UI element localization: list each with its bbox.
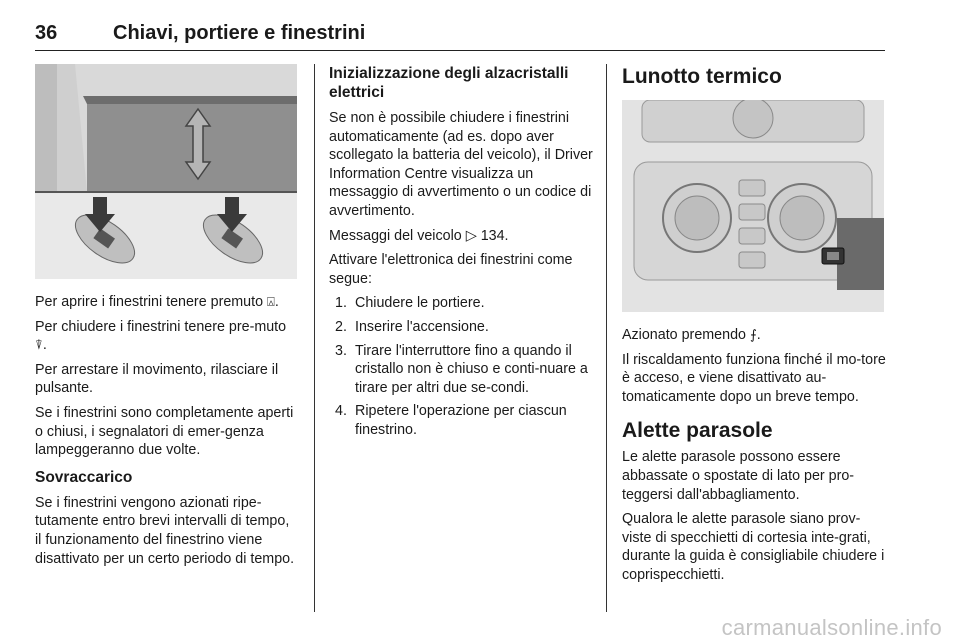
column-right (622, 64, 886, 591)
paragraph-activated-by: Azionato premendo ⨍. (622, 327, 761, 343)
page-reference: 134 (480, 227, 505, 244)
paragraph-vehicle-messages: Messaggi del veicolo ▷ 134. (329, 227, 509, 244)
paragraph-stop-movement: Per arrestare il movimento, rilasciare il pulsante. (35, 361, 279, 397)
paragraph-init-info: Se non è possibile chiudere i finestrini automaticamente (ad es. dopo aver scollegato la batteria del veicolo), il Driver Information Centre visualizza un messaggio di avvertimento o un codice di avvertimento. (329, 110, 593, 219)
climate-panel-svg (622, 100, 884, 312)
paragraph-sun-visors: Le alette parasole possono essere abbassate o spostate di lato per pro-teggersi dall'abbagliamento. (622, 449, 855, 503)
page-header (35, 22, 885, 51)
column-left (35, 64, 297, 574)
paragraph-vanity-mirrors: Qualora le alette parasole siano prov-viste di specchietti di cortesia inte-grati, durante la guida è consigliabile chiudere i coprispecchietti. (622, 511, 885, 583)
paragraph-overload: Se i finestrini vengono azionati ripe-tutamente entro brevi intervalli di tempo, il funzionamento del finestrino viene disattivato per un certo periodo di tempo. (35, 494, 295, 567)
column-middle (329, 64, 593, 445)
page-number: 36 (35, 22, 58, 44)
paragraph-hazard-lights: Se i finestrini sono completamente aperti o chiusi, i segnalatori di emer-genza lampeggeranno due volte. (35, 404, 294, 459)
heading-rear-window: Lunotto termico (622, 65, 782, 88)
window-illustration-svg (35, 64, 297, 279)
list-item: 3. Tirare l'interruttore fino a quando il cristallo non è chiuso e conti-nuare a tirare per altri due se-condi. (335, 342, 588, 396)
window-up-icon: ⍓ (267, 294, 275, 309)
window-close-icon: ⍒ (35, 337, 43, 353)
list-item: 1. Chiudere le portiere. (335, 295, 485, 312)
list-item: 2. Inserire l'accensione. (335, 318, 489, 335)
rear-defrost-icon: ⨍ (749, 327, 757, 342)
paragraph-close-windows: Per chiudere i finestrini tenere pre-muto ⍒. (35, 318, 287, 354)
column-divider-1 (314, 64, 315, 612)
list-item: 4. Ripetere l'operazione per ciascun finestrino. (335, 403, 567, 438)
cross-reference-arrow-icon: ▷ (465, 227, 477, 244)
paragraph-open-windows: Per aprire i finestrini tenere premuto ⍓. (35, 294, 279, 310)
climate-panel-illustration (622, 100, 884, 312)
window-key-illustration (35, 64, 297, 279)
paragraph-heating-info: Il riscaldamento funziona finché il mo-tore è acceso, e viene disattivato au-tomaticamente dopo un breve tempo. (622, 351, 886, 405)
column-divider-2 (606, 64, 607, 612)
chapter-title: Chiavi, portiere e finestrini (113, 22, 366, 44)
watermark: carmanualsonline.info (721, 615, 942, 640)
heading-initialization: Inizializzazione degli alzacristalli elettrici (329, 65, 569, 101)
steps-list (329, 294, 593, 439)
heading-sun-visors: Alette parasole (622, 419, 773, 443)
paragraph-activate: Attivare l'elettronica dei finestrini come segue: (329, 252, 573, 287)
heading-sovraccarico: Sovraccarico (35, 468, 133, 486)
